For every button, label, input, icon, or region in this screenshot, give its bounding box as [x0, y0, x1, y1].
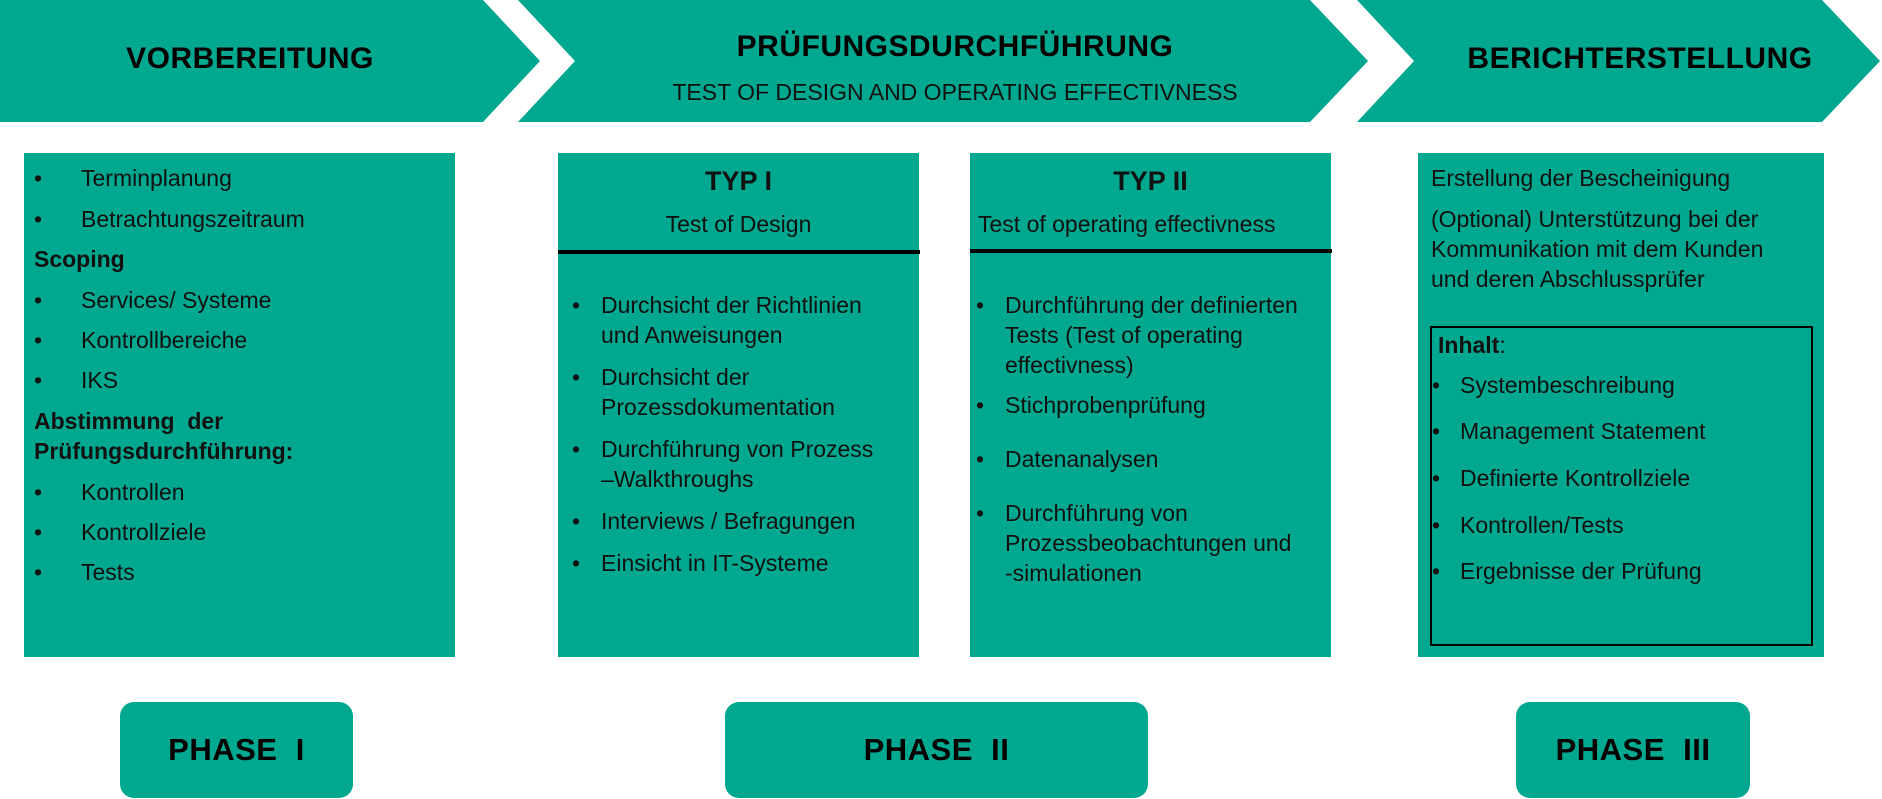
typ1-title: TYP I — [704, 166, 773, 196]
bericht-para2 — [1431, 204, 1763, 294]
phase1-label: PHASE I — [120, 702, 353, 798]
bericht-para2-line: und deren Abschlussprüfer — [1431, 266, 1705, 292]
inhalt-heading — [1438, 330, 1506, 360]
bullet: • — [34, 479, 43, 505]
bullet: • — [1432, 418, 1441, 444]
list-item-line: • Durchsicht der — [601, 364, 750, 390]
list-item-text: Kontrollen — [81, 479, 185, 505]
list-item-line: • Durchführung von — [1005, 500, 1188, 526]
list-item-line: Prozessbeobachtungen und — [1005, 530, 1292, 556]
list-item-text: Definierte Kontrollziele — [1460, 465, 1691, 491]
bullet: • — [1432, 512, 1441, 538]
list-item-line: • Durchsicht der Richtlinien — [601, 292, 862, 318]
inhalt-heading-colon: : — [1499, 332, 1506, 358]
bullet: • — [34, 327, 43, 353]
bullet: • — [34, 165, 43, 191]
typ1-divider — [558, 250, 920, 254]
typ1-list — [558, 290, 919, 588]
list-item-line: • Durchführung von Prozess — [601, 436, 874, 462]
bullet: • — [34, 519, 43, 545]
phase2-subtitle: TEST OF DESIGN AND OPERATING EFFECTIVNESS — [672, 79, 1238, 105]
phase1-title: VORBEREITUNG — [126, 42, 374, 75]
abstimmung-heading-line1: Abstimmung der — [34, 408, 224, 434]
list-item — [558, 434, 919, 494]
list-item — [962, 498, 1334, 588]
phase3-title: BERICHTERSTELLUNG — [1467, 42, 1813, 75]
abstimmung-heading-line2: Prüfungsdurchführung: — [34, 438, 294, 464]
list-item-text: IKS — [81, 367, 119, 393]
list-item — [962, 290, 1334, 380]
list-item — [558, 506, 919, 536]
list-item-line: –Walkthroughs — [601, 466, 754, 492]
bullet: • — [1432, 372, 1441, 398]
list-item-line: • Interviews / Befragungen — [601, 508, 856, 534]
list-item — [962, 390, 1334, 420]
list-item-text: Kontrollbereiche — [81, 327, 248, 353]
typ2-subtitle: Test of operating effectivness — [978, 211, 1276, 237]
list-item — [558, 548, 919, 578]
typ2-title: TYP II — [1113, 166, 1188, 196]
list-item — [558, 362, 919, 422]
list-item-text: Betrachtungszeitraum — [81, 206, 305, 232]
list-item-line: Prozessdokumentation — [601, 394, 835, 420]
bullet: • — [34, 559, 43, 585]
list-item-text: Systembeschreibung — [1460, 372, 1675, 398]
bullet: • — [34, 287, 43, 313]
list-item-text: Tests — [81, 559, 135, 585]
scoping-heading: Scoping — [34, 246, 125, 272]
bullet: • — [1432, 465, 1441, 491]
list-item-line: und Anweisungen — [601, 322, 783, 348]
typ1-subtitle: Test of Design — [665, 211, 812, 237]
bullet: • — [1432, 558, 1441, 584]
phase3-label: PHASE III — [1516, 702, 1750, 798]
list-item-text: Kontrollen/Tests — [1460, 512, 1624, 538]
list-item-text: Management Statement — [1460, 418, 1706, 444]
typ2-list — [962, 290, 1334, 598]
list-item-text: Terminplanung — [81, 165, 232, 191]
list-item-text: Services/ Systeme — [81, 287, 272, 313]
list-item-line: effectivness) — [1005, 352, 1134, 378]
bericht-para2-line: Kommunikation mit dem Kunden — [1431, 236, 1764, 262]
typ2-divider — [970, 249, 1332, 253]
phase2-title: PRÜFUNGSDURCHFÜHRUNG — [736, 30, 1174, 63]
list-item-line: Tests (Test of operating — [1005, 322, 1243, 348]
inhalt-heading-text: Inhalt — [1438, 332, 1500, 358]
list-item-line: • Stichprobenprüfung — [1005, 392, 1206, 418]
list-item — [962, 444, 1334, 474]
bericht-para2-line: (Optional) Unterstützung bei der — [1431, 206, 1759, 232]
list-item — [558, 290, 919, 350]
bullet: • — [34, 206, 43, 232]
list-item-line: • Datenanalysen — [1005, 446, 1159, 472]
bericht-line1: Erstellung der Bescheinigung — [1431, 165, 1731, 191]
phase2-label: PHASE II — [725, 702, 1148, 798]
list-item-line: -simulationen — [1005, 560, 1142, 586]
list-item-line: • Durchführung der definierten — [1005, 292, 1298, 318]
list-item-line: • Einsicht in IT-Systeme — [601, 550, 829, 576]
list-item-text: Ergebnisse der Prüfung — [1460, 558, 1702, 584]
bullet: • — [34, 367, 43, 393]
list-item-text: Kontrollziele — [81, 519, 207, 545]
